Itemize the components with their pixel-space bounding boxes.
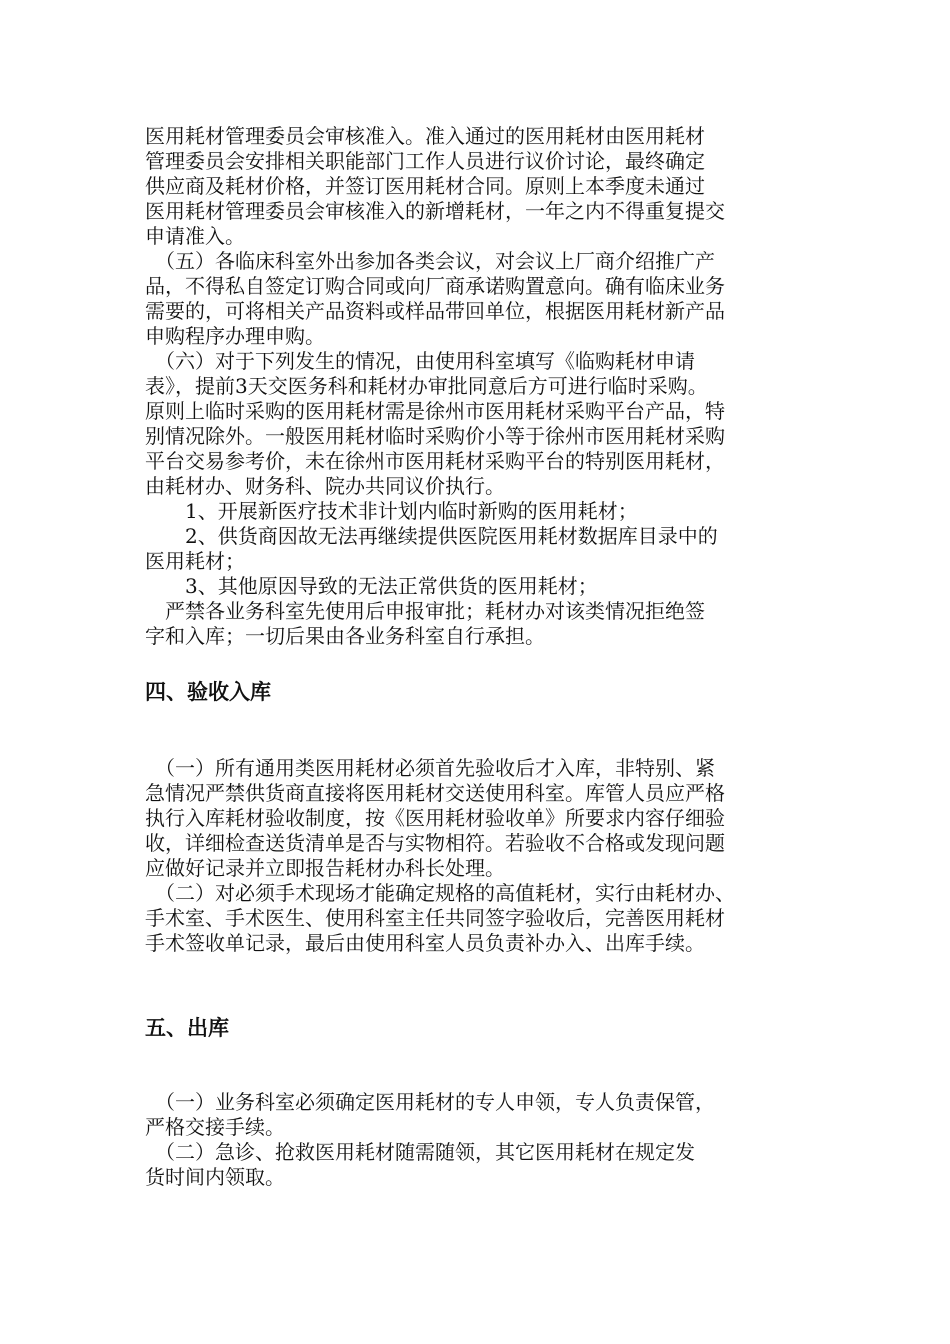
- paragraph-line: （六）对于下列发生的情况，由使用科室填写《临购耗材申请: [145, 349, 695, 373]
- paragraph-line: 1、开展新医疗技术非计划内临时新购的医用耗材；: [145, 499, 638, 523]
- paragraph-line: （一）业务科室必须确定医用耗材的专人申领，专人负责保管，: [145, 1090, 715, 1114]
- paragraph-line: 严禁各业务科室先使用后申报审批；耗材办对该类情况拒绝签: [145, 599, 705, 623]
- paragraph-line: 申请准入。: [145, 224, 245, 248]
- paragraph-line: 严格交接手续。: [145, 1115, 285, 1139]
- section-top-text: [145, 124, 815, 649]
- paragraph-line: （二）对必须手术现场才能确定规格的高值耗材，实行由耗材办、: [145, 881, 735, 905]
- section-five-heading: 五、出库: [145, 1016, 229, 1040]
- paragraph-line: 管理委员会安排相关职能部门工作人员进行议价讨论，最终确定: [145, 149, 705, 173]
- paragraph-line: 医用耗材管理委员会审核准入的新增耗材，一年之内不得重复提交: [145, 199, 725, 223]
- paragraph-line: 手术室、手术医生、使用科室主任共同签字验收后，完善医用耗材: [145, 906, 725, 930]
- paragraph-line: 申购程序办理申购。: [145, 324, 325, 348]
- paragraph-line: （一）所有通用类医用耗材必须首先验收后才入库，非特别、紧: [145, 756, 715, 780]
- paragraph-line: 需要的，可将相关产品资料或样品带回单位，根据医用耗材新产品: [145, 299, 725, 323]
- paragraph-line: 医用耗材；: [145, 549, 245, 573]
- paragraph-line: 品，不得私自签定订购合同或向厂商承诺购置意向。确有临床业务: [145, 274, 725, 298]
- section-five-text: [145, 1090, 815, 1190]
- section-four-heading: 四、验收入库: [145, 680, 271, 704]
- paragraph-line: 医用耗材管理委员会审核准入。准入通过的医用耗材由医用耗材: [145, 124, 705, 148]
- paragraph-line: 字和入库；一切后果由各业务科室自行承担。: [145, 624, 545, 648]
- paragraph-line: 3、其他原因导致的无法正常供货的医用耗材；: [145, 574, 598, 598]
- paragraph-line: 表》，提前3天交医务科和耗材办审批同意后方可进行临时采购。: [145, 374, 708, 398]
- paragraph-line: 收，详细检查送货清单是否与实物相符。若验收不合格或发现问题: [145, 831, 725, 855]
- paragraph-line: 别情况除外。一般医用耗材临时采购价小等于徐州市医用耗材采购: [145, 424, 725, 448]
- paragraph-line: 2、供货商因故无法再继续提供医院医用耗材数据库目录中的: [145, 524, 718, 548]
- paragraph-line: 供应商及耗材价格，并签订医用耗材合同。原则上本季度未通过: [145, 174, 705, 198]
- paragraph-line: 执行入库耗材验收制度，按《医用耗材验收单》所要求内容仔细验: [145, 806, 725, 830]
- section-four-text: [145, 756, 815, 956]
- paragraph-line: （二）急诊、抢救医用耗材随需随领，其它医用耗材在规定发: [145, 1140, 695, 1164]
- paragraph-line: 急情况严禁供货商直接将医用耗材交送使用科室。库管人员应严格: [145, 781, 725, 805]
- paragraph-line: （五）各临床科室外出参加各类会议，对会议上厂商介绍推广产: [145, 249, 715, 273]
- paragraph-line: 平台交易参考价，未在徐州市医用耗材采购平台的特别医用耗材，: [145, 449, 725, 473]
- paragraph-line: 手术签收单记录，最后由使用科室人员负责补办入、出库手续。: [145, 931, 705, 955]
- paragraph-line: 应做好记录并立即报告耗材办科长处理。: [145, 856, 505, 880]
- paragraph-line: 原则上临时采购的医用耗材需是徐州市医用耗材采购平台产品，特: [145, 399, 725, 423]
- paragraph-line: 货时间内领取。: [145, 1165, 285, 1189]
- paragraph-line: 由耗材办、财务科、院办共同议价执行。: [145, 474, 505, 498]
